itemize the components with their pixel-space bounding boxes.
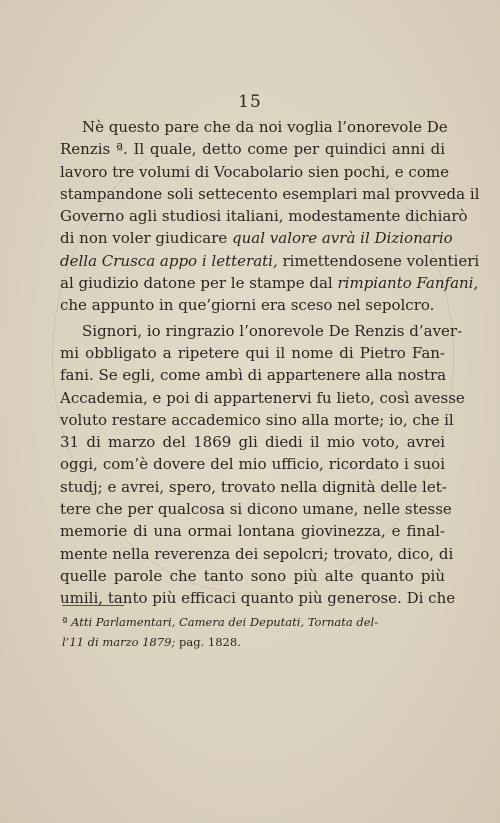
text-run: rimettendosene volentieri [277, 251, 480, 270]
text-run: voluto restare accademico sino alla morte; io, che il [60, 410, 454, 429]
paragraph-1-line [60, 161, 449, 183]
paragraph-2-line [60, 431, 445, 453]
text-run: mente nella reverenza dei sepolcri; trovato, dico, di [60, 544, 454, 563]
italic-text: della Crusca appo i letterati, [60, 251, 278, 270]
italic-text: l’11 di marzo 1879; [62, 635, 176, 649]
paragraph-2-line [60, 320, 463, 342]
paragraph-2-line [60, 364, 445, 386]
paragraph-1-line [60, 294, 445, 316]
paragraph-2-line [60, 453, 445, 475]
text-run: che appunto in que’giorni era sceso nel sepolcro. [60, 296, 435, 315]
paragraph-1-line [60, 227, 453, 249]
text-run: Signori, io ringrazio l’onorevole De Renzis d’aver- [82, 321, 463, 340]
paragraph-2-line [60, 476, 445, 498]
paragraph-2-line [60, 565, 445, 587]
footnote-rule [62, 605, 124, 606]
paragraph-2 [60, 320, 465, 610]
paragraph-2-line [60, 543, 454, 565]
paragraph-2-line [60, 387, 465, 409]
text-run: Governo agli studiosi italiani, modestamente dichiarò [60, 207, 468, 226]
paragraph-1-line [60, 116, 448, 138]
text-run: fani. Se egli, come ambì di appartenere alla nostra [60, 366, 447, 385]
italic-text: qual valore avrà il Dizionario [232, 229, 453, 248]
paragraph-1-line [60, 138, 445, 160]
paragraph-2-line [60, 498, 452, 520]
text-run: tere che per qualcosa si dicono umane, nelle stesse [60, 500, 452, 519]
paragraph-2-line [60, 342, 445, 364]
text-run: pag. 1828. [175, 635, 241, 649]
paragraph-2-line [60, 587, 456, 609]
text-run: studj; e avrei, spero, trovato nella dignità delle let- [60, 477, 447, 496]
text-run: umili, tanto più efficaci quanto più generose. Di che [60, 589, 456, 608]
paragraph-1-line [60, 183, 480, 205]
paragraph-2-line [60, 520, 445, 542]
text-run: Renzis ª. Il quale, detto come per quindici anni di [60, 140, 445, 159]
paragraph-1-line [60, 205, 468, 227]
text-run: lavoro tre volumi di Vocabolario sien pochi, e come [60, 162, 449, 181]
text-run: al giudizio datone per le stampe dal [60, 274, 338, 293]
text-run: stampandone soli settecento esemplari mal provveda il [60, 184, 480, 203]
italic-text: rimpianto Fanfani, [337, 274, 479, 293]
text-run: di non voler giudicare [60, 229, 233, 248]
footnote-line [62, 612, 447, 632]
body-text [60, 116, 480, 610]
paragraph-1-line [60, 272, 479, 294]
text-run: quelle parole che tanto sono più alte quanto più [60, 566, 445, 585]
text-run: memorie di una ormai lontana giovinezza, e final- [60, 522, 445, 541]
text-run: Accademia, e poi di appartenervi fu lieto, così avesse [60, 388, 465, 407]
footnote-line [62, 632, 447, 652]
paragraph-2-line [60, 409, 454, 431]
footnote [62, 612, 447, 652]
text-run: 31 di marzo del 1869 gli diedi il mio voto, avrei [60, 433, 445, 452]
italic-text: Atti Parlamentari, Camera dei Deputati, Tornata del- [71, 615, 379, 629]
text-run: Nè questo pare che da noi voglia l’onorevole De [82, 118, 448, 136]
paragraph-1 [60, 116, 480, 317]
text-run: ª [62, 615, 72, 629]
page-number: 15 [238, 92, 262, 112]
paragraph-1-line [60, 250, 480, 272]
text-run: oggi, com’è dovere del mio ufficio, ricordato i suoi [60, 455, 445, 474]
text-run: mi obbligato a ripetere qui il nome di Pietro Fan- [60, 343, 445, 362]
